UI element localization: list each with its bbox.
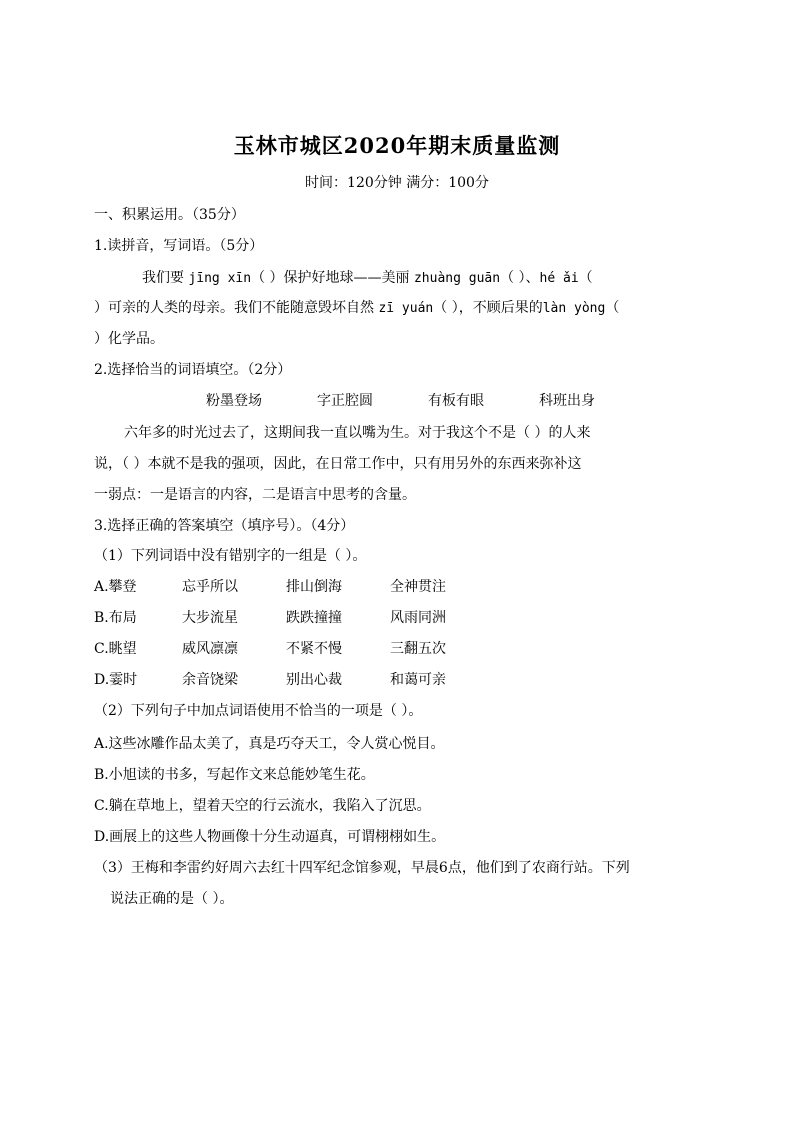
section-heading: 一、积累运用。（35分） (94, 207, 245, 223)
sentence-option-b: B.小旭读的书多，写起作文来总能妙笔生花。 (94, 767, 375, 783)
q3-heading: 3.选择正确的答案填空（填序号）。（4分） (94, 518, 355, 534)
q3-sub2: （2）下列句子中加点词语使用不恰当的一项是（ ）。 (94, 703, 423, 719)
option-word: 和蔼可亲 (390, 672, 446, 688)
option-word: 三翻五次 (390, 641, 446, 657)
sentence-option-d: D.画展上的这些人物画像十分生动逼真，可谓栩栩如生。 (94, 829, 446, 845)
q3-sub1: （1）下列词语中没有错别字的一组是（ ）。 (94, 548, 367, 564)
exam-info: 时间：120分钟 满分：100分 (305, 175, 489, 191)
q1-heading: 1.读拼音，写词语。（5分） (94, 238, 264, 254)
q3-sub3: （3）王梅和李雷约好周六去红十四军纪念馆参观，早晨6点，他们到了农商行站。下列 (94, 860, 630, 876)
q2-passage-line: 说，（ ）本就不是我的强项，因此，在日常工作中，只有用另外的东西来弥补这 (94, 456, 582, 472)
option-row-d (94, 669, 500, 689)
word-option: 粉墨登场 (206, 393, 262, 409)
option-word: 排山倒海 (286, 579, 342, 595)
option-word: 余音饶梁 (182, 672, 238, 688)
q3-sub3-cont: 说法正确的是（ ）。 (110, 891, 234, 907)
q2-heading: 2.选择恰当的词语填空。（2分） (94, 362, 292, 378)
q1-text: （ ）、 (500, 270, 540, 286)
pinyin-jingxin: jīng xīn (188, 271, 252, 286)
pinyin-zhuangguan: zhuàng guān (413, 271, 501, 286)
option-word: 不紧不慢 (286, 641, 342, 657)
q1-text: （ ），不顾后果的 (433, 300, 543, 316)
option-word: 全神贯注 (390, 579, 446, 595)
page-title: 玉林市城区2020年期末质量监测 (233, 133, 561, 158)
q2-passage-line: 六年多的时光过去了，这期间我一直以嘴为生。对于我这个不是（ ）的人来 (124, 425, 591, 441)
option-row-b (94, 607, 500, 627)
option-label: B.布局 (94, 610, 137, 626)
word-bank (206, 390, 595, 410)
option-label: C.眺望 (94, 641, 137, 657)
word-option: 字正腔圆 (317, 393, 373, 409)
word-option: 科班出身 (539, 393, 595, 409)
option-word: 跌跌撞撞 (286, 610, 342, 626)
q1-line-2 (94, 297, 619, 317)
option-row-c (94, 638, 500, 658)
q1-text: ）可亲的人类的母亲。我们不能随意毁坏自然 (94, 300, 374, 316)
pinyin-heai: hé ǎi (539, 271, 579, 286)
q1-line-3: ）化学品。 (94, 331, 164, 347)
word-option: 有板有眼 (428, 393, 484, 409)
pinyin-ziyuan: zī yuán (378, 301, 434, 316)
q1-text: （ (605, 300, 620, 316)
option-word: 威风凛凛 (182, 641, 238, 657)
option-word: 忘乎所以 (182, 579, 238, 595)
sentence-option-c: C.躺在草地上，望着天空的行云流水，我陷入了沉思。 (94, 798, 431, 814)
option-word: 大步流星 (182, 610, 238, 626)
q1-text: （ ）保护好地球——美丽 (251, 270, 410, 286)
option-label: D.霎时 (94, 672, 138, 688)
q1-text: 我们要 (142, 270, 184, 286)
pinyin-lanyong: làn yòng (542, 301, 606, 316)
q1-text: （ (578, 270, 593, 286)
option-label: A.攀登 (94, 579, 137, 595)
option-word: 别出心裁 (286, 672, 342, 688)
sentence-option-a: A.这些冰雕作品太美了，真是巧夺天工，令人赏心悦目。 (94, 736, 445, 752)
q2-passage-line: 一弱点：一是语言的内容，二是语言中思考的含量。 (94, 487, 416, 503)
q1-line-1 (142, 267, 593, 287)
option-row-a (94, 576, 500, 596)
option-word: 风雨同洲 (390, 610, 446, 626)
